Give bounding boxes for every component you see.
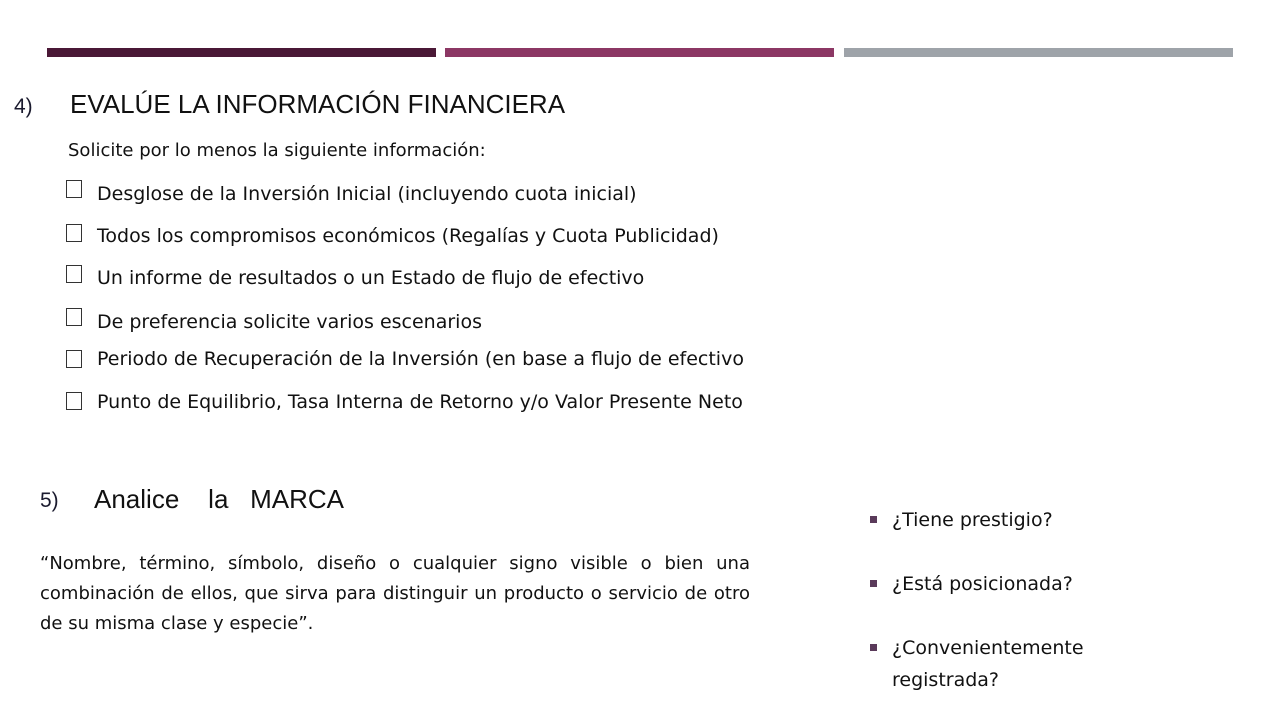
square-bullet-icon [870,516,877,523]
section-4-title: EVALÚE LA INFORMACIÓN FINANCIERA [70,89,566,119]
list-item: Punto de Equilibrio, Tasa Interna de Retorno y/o Valor Presente Neto [97,391,743,413]
square-bullet-icon [870,580,877,587]
list-item: Desglose de la Inversión Inicial (incluyendo cuota inicial) [97,183,637,205]
section-5-number: 5) [40,489,59,512]
list-item: Todos los compromisos económicos (Regalías y Cuota Publicidad) [97,225,719,247]
checkbox-bullet-icon [66,265,82,283]
checkbox-bullet-icon [66,392,82,410]
header-bar-dark [47,48,436,57]
section-4-number: 4) [14,95,33,118]
header-bar-gray [844,48,1233,57]
checkbox-bullet-icon [66,180,82,198]
question-text: ¿Convenientemente registrada? [892,637,1084,691]
list-item: Periodo de Recuperación de la Inversión (en base a flujo de efectivo [97,348,744,370]
list-item: Un informe de resultados o un Estado de flujo de efectivo [97,267,645,289]
checkbox-bullet-icon [66,308,82,326]
section-4-intro: Solicite por lo menos la siguiente información: [68,140,486,161]
header-bar-magenta [445,48,834,57]
square-bullet-icon [870,644,877,651]
brand-definition-quote: “Nombre, término, símbolo, diseño o cualquier signo visible o bien una combinación de ellos, que sirva para distinguir un producto o servicio de otro de su misma clase y especie”. [40,553,750,634]
question-text: ¿Tiene prestigio? [892,509,1053,531]
list-item: De preferencia solicite varios escenarios [97,311,482,333]
section-5-title: Analice la MARCA [94,484,344,514]
question-text: ¿Está posicionada? [892,573,1073,595]
checkbox-bullet-icon [66,224,82,242]
checkbox-bullet-icon [66,350,82,368]
